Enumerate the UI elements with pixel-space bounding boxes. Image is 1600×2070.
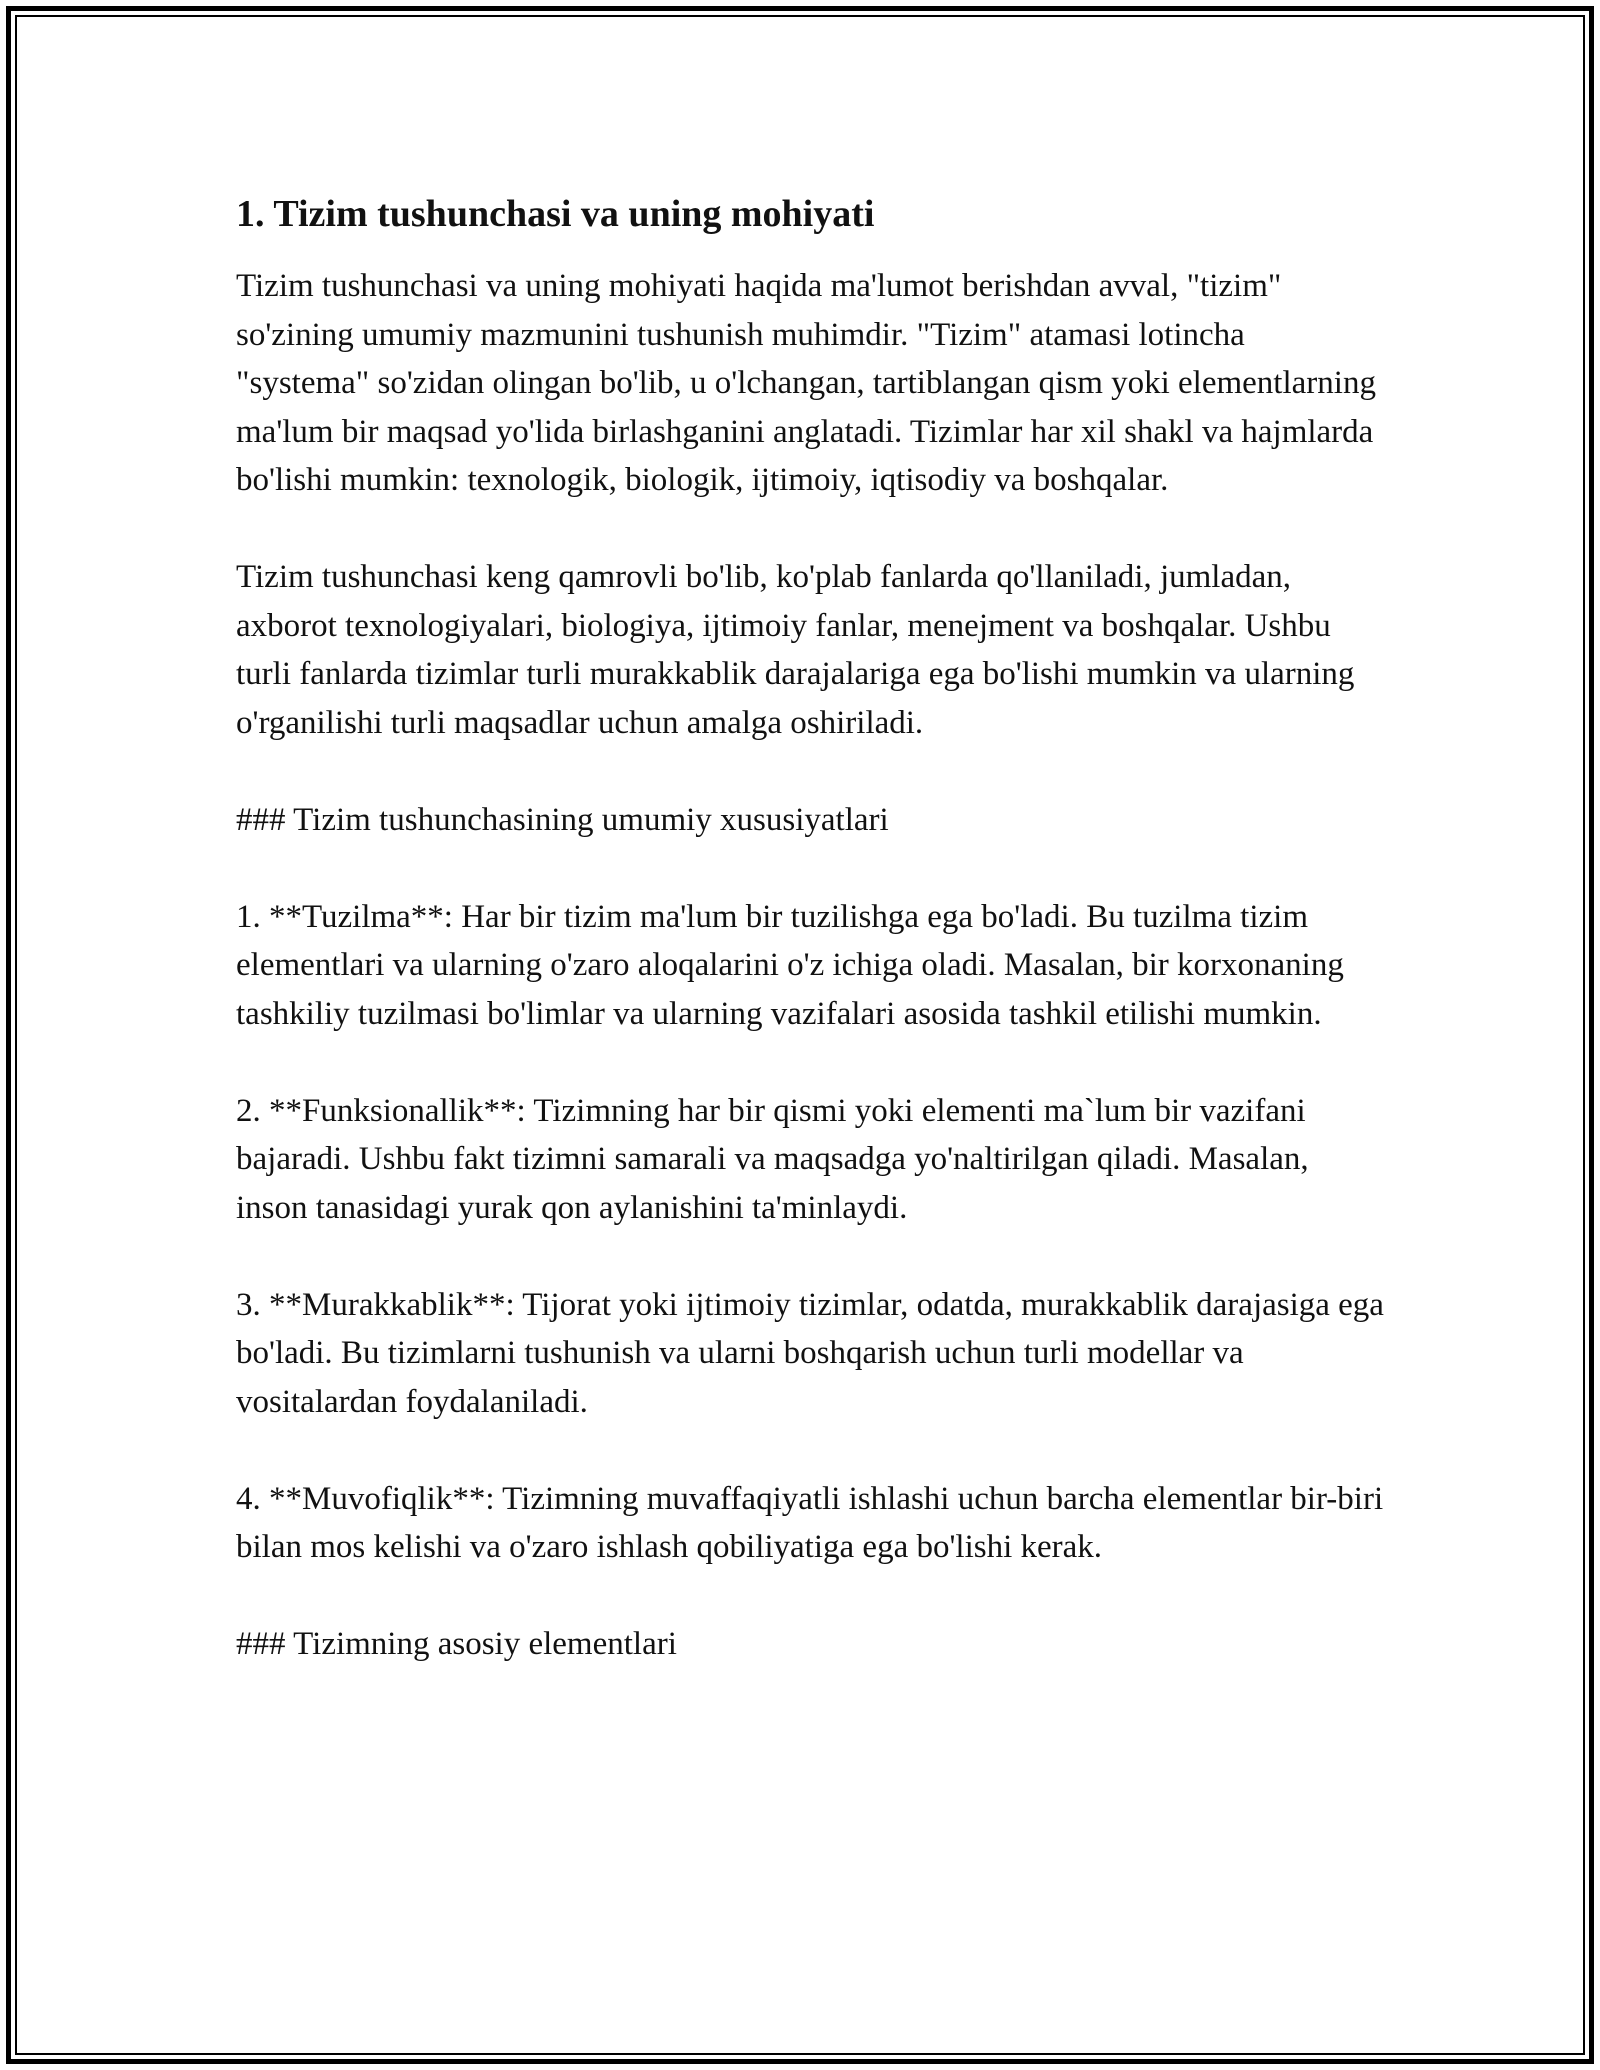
section-heading: 1. Tizim tushunchasi va uning mohiyati <box>236 193 875 235</box>
subheading-elements: ### Tizimning asosiy elementlari <box>236 1626 677 1662</box>
paragraph-intro: Tizim tushunchasi va uning mohiyati haqida ma'lumot berishdan avval, "tizim" so'zining umumiy mazmunini tushunish muhimdir. "Tizim" atamasi lotincha "systema" so'zidan olingan bo'lib, u o'lchangan, tartiblangan qism yoki elementlarning ma'lum bir maqsad yo'lida birlashganini anglatadi. Tizimlar har xil shakl va hajmlarda bo'lishi mumkin: texnologik, biologik, ijtimoiy, iqtisodiy va boshqalar. <box>236 268 1376 498</box>
subheading-properties: ### Tizim tushunchasining umumiy xususiyatlari <box>236 801 889 838</box>
document-body <box>236 186 1386 1717</box>
list-item-functionality: 2. **Funksionallik**: Tizimning har bir qismi yoki elementi ma`lum bir vazifani bajaradi. Ushbu fakt tizimni samarali va maqsadga yo'naltirilgan qiladi. Masalan, inson tanasidagi yurak qon aylanishini ta'minlaydi. <box>236 1092 1309 1226</box>
paragraph-scope: Tizim tushunchasi keng qamrovli bo'lib, ko'plab fanlarda qo'llaniladi, jumladan, axborot texnologiyalari, biologiya, ijtimoiy fanlar, menejment va boshqalar. Ushbu turli fanlarda tizimlar turli murakkablik darajalariga ega bo'lishi mumkin va ularning o'rganilishi turli maqsadlar uchun amalga oshiriladi. <box>236 559 1355 741</box>
list-item-compatibility: 4. **Muvofiqlik**: Tizimning muvaffaqiyatli ishlashi uchun barcha elementlar bir-biri bilan mos kelishi va o'zaro ishlash qobiliyatiga ega bo'lishi kerak. <box>236 1480 1384 1565</box>
list-item-complexity: 3. **Murakkablik**: Tijorat yoki ijtimoiy tizimlar, odatda, murakkablik darajasiga ega bo'ladi. Bu tizimlarni tushunish va ularni boshqarish uchun turli modellar va vositalardan foydalaniladi. <box>236 1286 1384 1420</box>
list-item-structure: 1. **Tuzilma**: Har bir tizim ma'lum bir tuzilishga ega bo'ladi. Bu tuzilma tizim elementlari va ularning o'zaro aloqalarini o'z ichiga oladi. Masalan, bir korxonaning tashkiliy tuzilmasi bo'limlar va ularning vazifalari asosida tashkil etilishi mumkin. <box>236 898 1344 1032</box>
